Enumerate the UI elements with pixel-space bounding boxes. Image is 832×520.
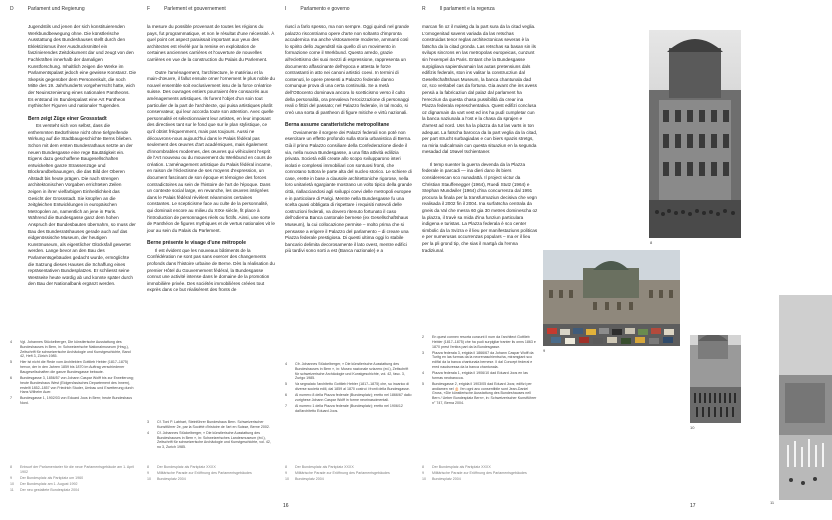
running-head-rm: R Il parlament e la regenza xyxy=(422,6,495,12)
running-head-it: I Parlamento e governo xyxy=(285,6,350,12)
romansh-footnotes xyxy=(422,335,538,407)
photo-military-parade xyxy=(690,335,741,423)
photo-number: 8 xyxy=(650,240,653,245)
figure-caption: 8 Der Bundesplatz als Parkplatz XXXX xyxy=(422,465,491,469)
paragraph: Outre l'aménagement, l'architecture, le matériau et la main-d'œuvre, il fallut ensuite orner l'ornement le plus noble du nouvel ensemble soit exclusivement issu de la force créatrice suisse. Des ouvrages entiers pourraient être consacrés aux aménagements artistiques. Ils furent l'objet d'un soin tout particulier de la part de l'architecte, qui puisa artistiques plutôt conservateur, qui leur accorda toute son attention. Avec quelle personnalité et sélectionnaient leur artistes, en leur imposant des directives tant sur le fond que sur le plan stylistique, ce qu'il obtint fréquemment, mais pas toujours. Aussi ne découvrons-nous aujourd'hui dans le Palais fédéral pas seulement des œuvres d'art académiques, mais également d'innombrables modernes, des œuvres qui véhiculent l'esprit de l'Art nouveau ou du mouvement du Werkbund en cours de création. L'aménagement artistique du Palais fédéral incarne, en raison de l'éclectisme de ses moyens d'expression, un document fascinant de son époque et témoigne des forces contradictoires au sein de l'histoire de l'art de l'époque. Dans un contexte social large, en revanche, les œuvres intégrées dans le Palais fédéral révèlent néanmoins certaines constantes. Le scepticisme face au culte de la personnalité, qui dominait encore au milieu du XIXe siècle, fit place à l'introduction de personnages réels ou fictifs. Ainsi, une sorte de Panthéon de figures mythiques et de vertus nationales vit le jour au sein du Palais du Parlement. xyxy=(147,69,275,233)
footnote: 2 En quest connex resorta cunzunt il num da l'architect Gottlieb Hebler (1817–1875) che ha pudì surpigliar tranter ils onns 1863 e 1870 prest l'entira part da la Bundesgasse. xyxy=(422,335,536,349)
german-figure-list xyxy=(10,465,136,494)
german-body xyxy=(28,24,136,294)
paragraph: Il temp suenter la guerra devenda da la Plazza federale in parcadi — ina dieri dano ils biers considerescan sco nunadattà. Il project victur da Christian Stauffenegger (1964), Ruedi Stutz (1964) e Stephan Mundwiler (1964) d'ina concurrenza dal 1991 procura la finala per la transfurmaziun decisiva che vegn realisada il 2002 fin il 2004. Ina surfatscha centrala da gneis da Val che mesra 60 gia 30 metres dominescha oz la plazza, il travè sa mida d'ina funziun particulara indigena e turistas. La Plazza federala è sco center simbolic da la Svizra e il lieu per manifestaziuns politicas e per numerusas occurrenzas populars – ma er il lieu per la pli grond tip, che sias il martgà da l'emna tradiziunal. xyxy=(422,161,538,253)
romansh-body xyxy=(422,24,538,260)
section-heading: Bern zeigt Züge einer Grossstadt xyxy=(28,115,107,122)
italian-footnotes xyxy=(285,362,413,415)
footnote: 3 Cf. Toni P. Labhart, Steinführer Bundeshaus Bern. Schweizerischer Kunstführer 2e, par la Société d'histoire de l'art en Suisse, Berne 2002. xyxy=(147,420,270,429)
figure-caption: 9 Der Bundesplatz als Parkplatz um 1960 xyxy=(10,475,84,480)
paragraph: Il est évident que les nouveaux bâtiments de la Confédération ne sont pas sans exercer des changements profonds dans l'histoire urbaine de Berne. Dès la réalisation du premier Hôtel du Gouvernement fédéral, la Bundesgasse connut une activité intense dans le domaine de la promotion immobilière privée. Des sociétés immobilières créées tout exprès dans ce but réalisèrent des fronts de xyxy=(147,247,275,293)
photo-number: 9 xyxy=(543,348,546,353)
french-body xyxy=(147,24,275,300)
paragraph: Ovviamente il sorgere dei Palazzi federali non poté non esercitare un effetto profondo sulla storia urbanistica di Berna. Già il primo Palazzo consiliare della Confederazione diede il via, nella nuova Bundesgasse, a una fitta attività edilizia privata. Società edili create allo scopo svilupparono interi isolati e complessi immobiliari con sontuosi fronti, che connotano tuttora le parte alta del nucleo storico. Le schiere di case, erette in base a clausole architettoniche rigorose, nella loro unitarietà sgargiante mostrano un volto tipico della grande città, riallacciandosi agli sviluppi coevi delle metropoli europee e in particolare di Parigi. Mentre nella Bundesgasse fu una scelta quasi obbligata di rispettare i requisiti notevoli delle costruzioni federali, va dovero ritenuto fortunato il caso dell'odierna Banca cantonale bernese (ex Gesellschaftshaus Museum), la cui collocazione permise – molto prima che si pensasse a erigere il Palazzo del parlamento – di creare una Piazza federale prestigiosa. Di questi ultima oggi lo stabile bancario delimita decorosamente il lato ovest, mentre edifici più tardivi sono sorti a est (Banca nazionale) e a xyxy=(285,129,412,254)
footnote: 6 Al numero 8 della Piazza federale (Bundesplatz); eretto nel 1866/67 dallo zurighese Johann Caspar Wolff in forme neorinascimentali. xyxy=(285,393,412,402)
figure-caption: 10 Bundesplatz 2004 xyxy=(285,476,324,481)
footnote: 4 Plazza federala 1, erigida il 1906/10 dad Eduard Joos en las furmas neobarocca. xyxy=(422,370,528,380)
photo-number: 11 xyxy=(770,500,775,505)
page-number-left: 16 xyxy=(283,503,289,509)
figure-caption: 10 Bundesplatz 2004 xyxy=(147,476,186,481)
german-footnotes xyxy=(10,340,136,407)
italian-figure-list xyxy=(285,465,413,483)
section-heading: Berne présente le visage d'une métropole xyxy=(147,240,246,247)
figure-caption: 8 Entwurf der Parlamentarier für die neue Parlamentsgebäude am 1. April 1902 xyxy=(10,465,135,474)
footnote: 7 Bundesgasse 1, 1902/03 von Eduard Joos in Bern; heute Bundeshaus Nord. xyxy=(10,396,133,406)
footnote: 4 Cf. Johannes Stückelberger, « Die künstlerische Ausstattung des Bundeshauses in Bern », in: Schweizerisches Landesmuseum (éd.), Zeitschrift für schweizerische Archäologie und Kunstgeschichte, vol. 42, no 3, Zurich 1985. xyxy=(147,430,271,450)
photo-number: 10 xyxy=(690,425,695,430)
french-figure-list xyxy=(147,465,275,483)
figure-caption: 11 Der neu gestaltete Bundesplatz 2004 xyxy=(10,487,80,492)
paragraph: la mesure du possible provenant de toutes les régions du pays, fut programmatique, et non le résultat d'une nécessité. À quel point cet aspect paraissait important aux yeux des architectes est révélé par la remise en exploitation de certaines anciennes carrières et l'ouverture de nouvelles carrières en vue de la construction du Palais du Parlement. xyxy=(147,24,275,62)
figure-caption: 10 Der Bundesplatz am 1. August 1992 xyxy=(10,481,78,486)
footnote: 5 Hier ist nicht die Rede vom Architekten Gottlieb Hebler (1817–1875) hervor, der in den Jahren 1859 bis 1870 im Auftrag verschiedener Baugesellschaften die ganze Bundesgasse bebaute. xyxy=(10,360,129,374)
photo-bundesplatz-parking xyxy=(543,250,680,346)
footnote: 6 Bundesgasse 3, 1856/57 von Johann Caspar Wolff bis zur Erweiterung; heute Bundeshaus West (Eidgenössisches Departement des Innern), erstellt 1852–1857 von Friedrich Studer, Umbau und Erweiterung durch Hans Wilhelm Auer. xyxy=(10,375,134,395)
paragraph: Es versteht sich von selbst, dass die enthemmten Bedürfnisse nicht ohne tiefgreifende Wirkung auf die Stadtbaugeschichte Berns blieben. Schon mit dem ersten Bundesrathaus setzte an der neuen Bundesgasse eine rege Bautätigkeit ein. Eigens dazu geschaffene Baugesellschaften entwickelten ganze Strassenzüge und Blockrandbebauungen, die das Bild der Oberen Altstadt bis heute prägen. Die nach strengen architektonischen Vorgaben errichteten Zeilen zeigen in ihrer vielfarbigen Einheitlichkeit das Gesicht der Grossstadt. Sie knüpfen an die zeitgleichen Entwicklungen in europäischen Metropolen an, namentlich an jene in Paris. Während die Bundesgasse ganz dem hohen Anspruch der Bundesbauten übernahm, so muss der Bau des Bundesratshauses gerade auch auf das eidgenössische Museum, der heutigen Kunstmuseum, als eigentlicher Glücksfall gewertet werden. Lange bevor an den Bau des Parlamentsgebäudes gedacht wurde, ermöglichte die Satzung dieses Hauses die Schaffung eines repräsentativen Bundesplatzes. Er schliesst seine Westseite heute würdig ab und konnte später durch den Bau der Nationalbank ergänzt werden. xyxy=(28,123,136,287)
running-head-fr: F Parlement et gouvernement xyxy=(147,6,226,12)
figure-caption: 8 Der Bundesplatz als Parkplatz XXXX xyxy=(147,465,216,469)
figure-caption: 9 Militärische Parade zur Eröffnung des Parlamentsgebäudes xyxy=(147,470,252,475)
footnote: 7 Al numero 1 della Piazza federale (Bundesplatz); eretto nel 1906/12 dall'architetto Eduard Joos. xyxy=(285,403,403,413)
footnote: 3 Plazza federala 3, erigida il 1866/67 da Johann Caspar Wolff da Turitg en las furmas da la neorenaschientscha, miramgiant sco edifizi da la banca chantunala bernese. Il dal Concept federal e ered naudsvessa da la banca chantunala. xyxy=(422,350,534,369)
section-heading: Berna assume caratteristiche metropolitane xyxy=(285,122,390,129)
french-footnotes xyxy=(147,420,275,451)
figure-caption: 9 Militärische Parade zur Eröffnung des Parlamentsgebäudes xyxy=(285,470,390,475)
running-head-de: D Parlament und Regierung xyxy=(10,6,85,12)
italian-body xyxy=(285,24,413,261)
footnote: 5 Va segnalato l'architetto Gottlieb Hebler (1817–1875) che, su incarico di diverse società edili, dal 1859 al 1870 costruì i fronti della Bundesgasse. xyxy=(285,382,410,392)
paragraph: Jugendstils und jenen der sich konstituierenden Werkbundbewegung ohne. Die künstlerische Ausstattung des Bundeshauses stellt durch den Eklektizismus ihrer Ausdrucksmittel ein faszinierendes Zeitdokument dar und zeugt von den Fachkräften innerhalb der damaligen Kunstforschung. Inhaltlich zeigen die Werke im Parlamentspalast jedoch eine gewisse Konstanz. Die Skepsis gegenüber dem Personenkult, die noch Mitte des 19. Jahrhunderts vorgeherrscht hatte, wich der Neuinszenierung eines nationalen Pantheons. Es entstand im Bundespalast eine Art Pantheon mythischer Figuren und nationaler Tugenden. xyxy=(28,24,137,109)
photo-bundesplatz-2004 xyxy=(779,295,832,500)
paragraph: marcan fin oz il maletg da la part sura da la citad veglia. L'omogenitad savens variada da las retschas construidas tenor reglas architectonicas severas è la fatscha da la citad gronda. Las retschas sa basan sin ils svilups sincrons en las metropolas europeicas, cunzunt sin l'exempel da Paris. Entant che la Bundesgasse surpigliava sapientivamain las autas pretensiuns dals edifizis federals, ston ins valitar la construcziun dal Gesellschaftshaus Museum, la banca chantunala dad oz, sco veritabel cas da fortuna. Gia avant che ins avess pensà a la fabricaziun dal palaz dal parlament ha l'erecziun da questa chasa pussibilità da crear ina Plazza federala represchentativa. Quest edifizi conclusa oz dignamain da vart vest ed ins ha pudì cumpletar cun la banca naziunala a l'ost e la chasa da sprajen e d'arrest ad nord. Uss ha la plazza da tut las varts in ton adequat. La fatscha barocca da la part veglia da la citad, per part strucht surbagiadas e cun biers spazis stretgs, na miria radicalmain cun questa situaziun en la segunda mesadad dal 19avel tschientaner. xyxy=(422,24,538,155)
figure-caption: 8 Der Bundesplatz als Parkplatz XXXX xyxy=(285,465,354,469)
paragraph: riuscì a farlo spesso, ma non sempre. Oggi quindi nel grande palazzo riscontriamo opere d'arte non soltanto d'impronta accademica ma anche vistosamente moderne, ammanti così lo spirito dello Jugendstil sia quello di un movimento in formazione come il Werkbund. Questo arredo, grazie all'eclettismo dei suoi mezzi di espressione, rappresenta un documento affascinante dell'epoca e attesta le forze contrastanti in atto nei canoni artistici coevi. In termini di contenuti, le opere presenti a Palazzo federale danno comunque prova di una certa continuità. Se a metà dell'Ottocento dominava ancora lo scetticismo verso il culto della personalità, ora prevaleva l'erocizzazione di personaggi reali o fittizi del passato; nel Palazzo federale, in tal modo, si creò una sorta di pantheon di figure mitiche e virtù nazionali. xyxy=(285,24,410,115)
figure-caption: 10 Bundesplatz 2004 xyxy=(422,476,461,481)
footnote: 5 Bundesgasse 2, erigida il 1903/05 dad Eduard Joos; edifizi per andiamen nel 🎂 l'en ogni anc consentibile sont Jean-Daniel Gross, «Die künstlerische Ausstattung des Bundeshauses nell Bern / Ueber Bundesplatz Bern», in: Schweizerischer Kunstführer n° 747, Berna 2004. xyxy=(422,381,537,405)
page-number-right: 17 xyxy=(690,503,696,509)
footnote: 4 Cfr. Johannes Stückelberger, « Die künstlerische Ausstattung des Bundeshauses in Bern », in: Museo nazionale svizzero (ed.), Zeitschrift für schweizerische Archäologie und Kunstgeschichte, vol. 42, fasc. 3, Zurigo 1985. xyxy=(285,362,409,381)
photo-bundeshaus-facade xyxy=(649,30,741,238)
footnote: 4 Vgl. Johannes Stückelberger, Die künstlerische Ausstattung des Bundeshauses in Bern, in: Schweizerische Nationalmuseum (Hrsg.), Zeitschrift für schweizerische Archäologie und Kunstgeschichte, Band 42, Heft 3, Zürich 1985. xyxy=(10,340,131,359)
romansh-figure-list xyxy=(422,465,538,483)
figure-caption: 9 Militärische Parade zur Eröffnung des Parlamentsgebäudes xyxy=(422,470,527,475)
